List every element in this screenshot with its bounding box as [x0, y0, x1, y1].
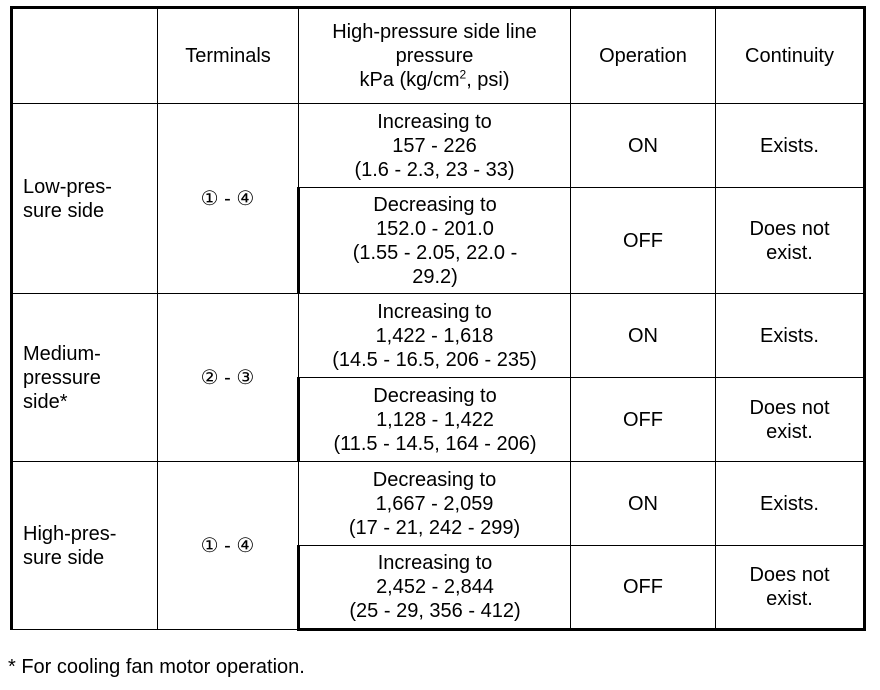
unit-text-post: , psi) [466, 69, 510, 91]
footnote: * For cooling fan motor operation. [8, 656, 305, 678]
table-row [12, 462, 865, 546]
table-row [12, 104, 865, 188]
header-pressure [299, 8, 571, 104]
operation-cell: OFF [571, 378, 716, 462]
continuity-cell: Does not exist. [716, 188, 865, 294]
header-pressure-unit [359, 69, 509, 91]
operation-cell: ON [571, 294, 716, 378]
pressure-cell: Decreasing to 1,128 - 1,422 (11.5 - 14.5, 164 - 206) [299, 378, 571, 462]
operation-cell: ON [571, 462, 716, 546]
side-label-high: High-pres- sure side [12, 462, 158, 630]
header-pressure-line1: High-pressure side line [332, 21, 537, 43]
pressure-switch-spec-table [10, 6, 866, 631]
terminals-medium: ② - ③ [158, 294, 299, 462]
unit-superscript: 2 [459, 67, 467, 82]
pressure-cell: Increasing to 1,422 - 1,618 (14.5 - 16.5, 206 - 235) [299, 294, 571, 378]
terminals-low: ① - ④ [158, 104, 299, 294]
operation-cell: OFF [571, 546, 716, 630]
header-side [12, 8, 158, 104]
continuity-cell: Does not exist. [716, 546, 865, 630]
pressure-cell: Decreasing to 1,667 - 2,059 (17 - 21, 242 - 299) [299, 462, 571, 546]
side-label-low: Low-pres- sure side [12, 104, 158, 294]
operation-cell: ON [571, 104, 716, 188]
terminals-high: ① - ④ [158, 462, 299, 630]
pressure-cell: Decreasing to 152.0 - 201.0 (1.55 - 2.05, 22.0 - 29.2) [299, 188, 571, 294]
header-continuity: Continuity [716, 8, 865, 104]
operation-cell: OFF [571, 188, 716, 294]
continuity-cell: Exists. [716, 104, 865, 188]
continuity-cell: Exists. [716, 462, 865, 546]
pressure-cell: Increasing to 2,452 - 2,844 (25 - 29, 356 - 412) [299, 546, 571, 630]
header-terminals: Terminals [158, 8, 299, 104]
table-header-row [12, 8, 865, 104]
pressure-cell: Increasing to 157 - 226 (1.6 - 2.3, 23 - 33) [299, 104, 571, 188]
continuity-cell: Does not exist. [716, 378, 865, 462]
header-pressure-line2: pressure [395, 45, 474, 67]
unit-text-pre: kPa (kg/cm [359, 69, 460, 91]
table-row [12, 294, 865, 378]
continuity-cell: Exists. [716, 294, 865, 378]
header-operation: Operation [571, 8, 716, 104]
side-label-medium: Medium- pressure side* [12, 294, 158, 462]
